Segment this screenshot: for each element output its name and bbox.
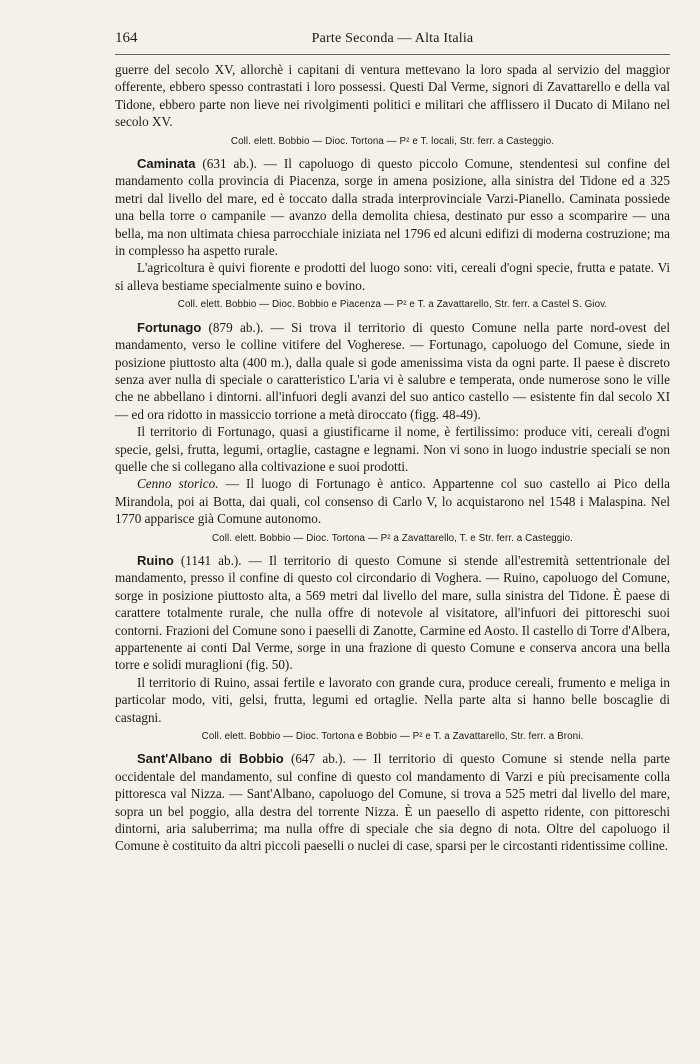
running-head: Parte Seconda — Alta Italia <box>311 31 474 46</box>
caminata-paragraph <box>115 155 670 259</box>
page-content <box>115 61 670 855</box>
santalbano-text: (647 ab.). — Il territorio di questo Comune si stende nella parte occidentale del mandamento, sul confine di questo col mandamento di Varzi e più precisamente colla pittoresca val Nizza. — Sant'Albano, capoluogo del Comune, si trova a 525 metri dal livello del mare, sopra un bel poggio, alla destra del torrente Nizza. È un paesello di aspetto ridente, con pittoreschi dintorni, aria saluberrima; ma nulla offre di speciale che sia degno di nota. Oltre del capoluogo il Comune è costituito da altri piccoli paeselli o nuclei di case, sparsi per le circostanti ridentissime colline. <box>115 751 670 854</box>
santalbano-name: Sant'Albano di Bobbio <box>137 751 284 767</box>
fortunago-history-label: Cenno storico. <box>137 476 219 492</box>
fortunago-reference: Coll. elett. Bobbio — Dioc. Tortona — P² a Zavattarello, T. e Str. ferr. a Casteggio. <box>212 532 573 544</box>
ruino-reference: Coll. elett. Bobbio — Dioc. Tortona e Bobbio — P² e T. a Zavattarello, Str. ferr. a Broni. <box>201 731 584 743</box>
ruino-paragraph <box>115 552 670 674</box>
fortunago-name: Fortunago <box>137 319 202 335</box>
fortunago-history-text: — Il luogo di Fortunago è antico. Appartenne col suo castello ai Pico della Mirandola, poi ai Botta, dai quali, col consenso di Carlo V, lo acquistarono nel 1548 i Malaspina. Nel 1770 apparisce già Comune autonomo. <box>115 476 670 527</box>
caminata-reference: Coll. elett. Bobbio — Dioc. Bobbio e Piacenza — P² e T. a Zavattarello, Str. ferr. a Castel S. Giov. <box>177 299 608 311</box>
fortunago-territory-paragraph: Il territorio di Fortunago, quasi a giustificarne il nome, è fertilissimo: produce viti, cereali d'ogni specie, gelsi, frutta, legumi, ortaglie, castagne e legnami. Non vi sono in luogo industrie speciali se non quelle che si collegano alla coltivazione e suoi prodotti. <box>115 424 670 474</box>
intro-reference: Coll. elett. Bobbio — Dioc. Tortona — P² e T. locali, Str. ferr. a Casteggio. <box>230 135 555 147</box>
page-header <box>115 30 670 55</box>
intro-paragraph: guerre del secolo XV, allorchè i capitani di ventura mettevano la loro spada al servizio del maggior offerente, ebbero spesso contrastati i loro possessi. Questi Dal Verme, signori di Zavattarello e della val Tidone, ebbero parte non lieve nei rivolgimenti politici e militari che afflissero il Ducato di Milano nel secolo XV. <box>115 62 670 130</box>
page-number: 164 <box>115 30 138 46</box>
ruino-text: (1141 ab.). — Il territorio di questo Comune si stende all'estremità settentrionale del mandamento, presso il confine di questo col circondario di Voghera. — Ruino, capoluogo del Comune, sorge in posizione piuttosto alta, a 569 metri dal livello del mare, sulla sinistra del Tidone. È paese di carattere totalmente rurale, che nulla offre di notevole al visitatore, all'infuori dei pittoreschi suoi contorni. Frazioni del Comune sono i paeselli di Zanotte, Carmine ed Aosto. Il castello di Torre d'Albera, appartenente ai conti Dal Verme, sorge in una frazione di questo Comune e conserva ancora una bella torre e solidi muraglioni (fig. 50). <box>115 552 670 673</box>
santalbano-paragraph <box>115 750 670 854</box>
caminata-text: (631 ab.). — Il capoluogo di questo piccolo Comune, stendentesi sul confine del mandamento colla provincia di Piacenza, sorge in amena posizione, alla sinistra del Tidone ed a 325 metri dal livello del mare, ed è toccato dalla strada interprovinciale Varzi-Pianello. Caminata possiede una bella torre o campanile — avanzo della demolita chiesa, destinato pur esso a scomparire — una bella, ma non ultimata chiesa parrocchiale iniziata nel 1796 ed alcuni edifizi di moderna costruzione; ma in complesso ha aspetto rurale. <box>115 156 670 259</box>
fortunago-history-paragraph <box>115 475 670 527</box>
ruino-name: Ruino <box>137 552 174 568</box>
fortunago-text: (879 ab.). — Si trova il territorio di questo Comune nella parte nord-ovest del mandamento, verso le colline vitifere del Vogherese. — Fortunago, capoluogo del Comune, siede in posizione piuttosto alta (400 m.), dalla quale si gode amenissima vista da ogni parte. Il paese è discreto senza aver nulla di speciale o caratteristico L'aria vi è salubre e temperata, onde numerose sono le ville che ne abbellano i dintorni. all'infuori degli avanzi del suo antico castello — esistente fin dal secolo XI — ed ora ridotto in massiccio torrione a metà diroccato (figg. 48-49). <box>115 319 670 422</box>
caminata-name: Caminata <box>137 156 196 172</box>
caminata-agriculture-paragraph: L'agricoltura è quivi fiorente e prodotti del luogo sono: viti, cereali d'ogni specie, frutta e patate. Vi si alleva bestiame specialmente suino e bovino. <box>115 260 670 293</box>
ruino-territory-paragraph: Il territorio di Ruino, assai fertile e lavorato con grande cura, produce cereali, frumento e meliga in particolar modo, viti, gelsi, frutta, legumi ed ortaglie. Nella parte alta si hanno belle boscaglie di castagni. <box>115 674 670 725</box>
fortunago-paragraph <box>115 319 670 423</box>
